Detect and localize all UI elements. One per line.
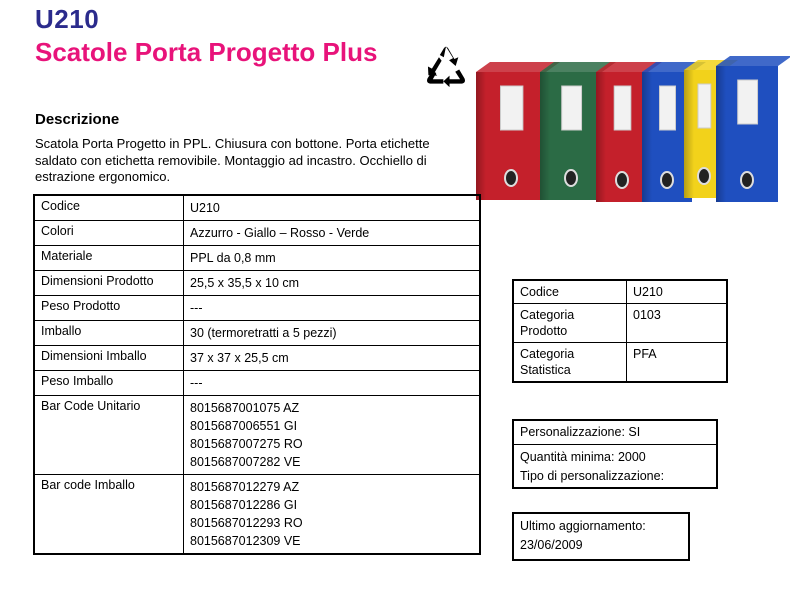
spec-label: Bar code Imballo xyxy=(34,475,184,555)
last-update-box xyxy=(512,512,690,561)
spec-value-line: 25,5 x 35,5 x 10 cm xyxy=(190,276,300,290)
category-label: Codice xyxy=(513,280,627,304)
spec-value xyxy=(184,346,481,371)
category-value: PFA xyxy=(627,343,728,383)
spec-value xyxy=(184,271,481,296)
spec-row xyxy=(34,346,480,371)
description-text: Scatola Porta Progetto in PPL. Chiusura con bottone. Porta etichette saldato con etichetta removibile. Montaggio ad incastro. Occhiello di estrazione ergonomico. xyxy=(35,136,430,184)
project-box xyxy=(716,56,790,202)
spec-row xyxy=(34,396,480,475)
spec-label: Dimensioni Prodotto xyxy=(34,271,184,296)
personalization-type-line: Tipo di personalizzazione: xyxy=(520,469,665,483)
spec-value-line: 8015687012293 RO xyxy=(190,516,303,530)
spec-value-line: --- xyxy=(190,301,203,315)
category-row xyxy=(513,280,727,304)
specs-table xyxy=(33,194,481,555)
spec-value-line: U210 xyxy=(190,201,220,215)
spec-value xyxy=(184,396,481,475)
spec-value-line: Azzurro - Giallo – Rosso - Verde xyxy=(190,226,370,240)
spec-value xyxy=(184,296,481,321)
spec-value xyxy=(184,195,481,221)
last-update-label: Ultimo aggiornamento: xyxy=(520,519,646,533)
spec-label: Peso Prodotto xyxy=(34,296,184,321)
spec-label: Materiale xyxy=(34,246,184,271)
spec-row xyxy=(34,271,480,296)
spec-value-line: 37 x 37 x 25,5 cm xyxy=(190,351,289,365)
last-update-date: 23/06/2009 xyxy=(520,538,583,552)
category-value: U210 xyxy=(627,280,728,304)
spec-label: Codice xyxy=(34,195,184,221)
spec-row xyxy=(34,221,480,246)
spec-value-line: 30 (termoretratti a 5 pezzi) xyxy=(190,326,337,340)
spec-row xyxy=(34,371,480,396)
spec-value-line: 8015687012279 AZ xyxy=(190,480,300,494)
minimum-quantity-line: Quantità minima: 2000 xyxy=(520,450,646,464)
category-table xyxy=(512,279,728,383)
category-row xyxy=(513,343,727,383)
spec-value-line: 8015687012309 VE xyxy=(190,534,301,548)
category-label: Categoria Prodotto xyxy=(513,304,627,343)
category-value: 0103 xyxy=(627,304,728,343)
recycle-icon xyxy=(424,44,468,88)
spec-value-line: 8015687012286 GI xyxy=(190,498,298,512)
category-label: Categoria Statistica xyxy=(513,343,627,383)
spec-value-line: 8015687001075 AZ xyxy=(190,401,300,415)
spec-value-line: PPL da 0,8 mm xyxy=(190,251,276,265)
spec-row xyxy=(34,475,480,555)
spec-value-line: 8015687006551 GI xyxy=(190,419,298,433)
spec-label: Bar Code Unitario xyxy=(34,396,184,475)
spec-value xyxy=(184,221,481,246)
spec-value xyxy=(184,475,481,555)
spec-label: Colori xyxy=(34,221,184,246)
personalization-line: Personalizzazione: SI xyxy=(514,421,716,445)
spec-value xyxy=(184,246,481,271)
product-code-title: U210 xyxy=(35,4,100,34)
spec-row xyxy=(34,195,480,221)
spec-value-line: 8015687007275 RO xyxy=(190,437,303,451)
description-heading: Descrizione xyxy=(35,111,120,128)
spec-label: Peso Imballo xyxy=(34,371,184,396)
spec-row xyxy=(34,296,480,321)
spec-value xyxy=(184,371,481,396)
spec-label: Dimensioni Imballo xyxy=(34,346,184,371)
spec-value-line: 8015687007282 VE xyxy=(190,455,301,469)
spec-label: Imballo xyxy=(34,321,184,346)
spec-value xyxy=(184,321,481,346)
personalization-box xyxy=(512,419,718,489)
product-photo xyxy=(470,50,790,215)
category-row xyxy=(513,304,727,343)
product-name-title: Scatole Porta Progetto Plus xyxy=(35,37,378,67)
spec-row xyxy=(34,321,480,346)
spec-value-line: --- xyxy=(190,376,203,390)
spec-row xyxy=(34,246,480,271)
